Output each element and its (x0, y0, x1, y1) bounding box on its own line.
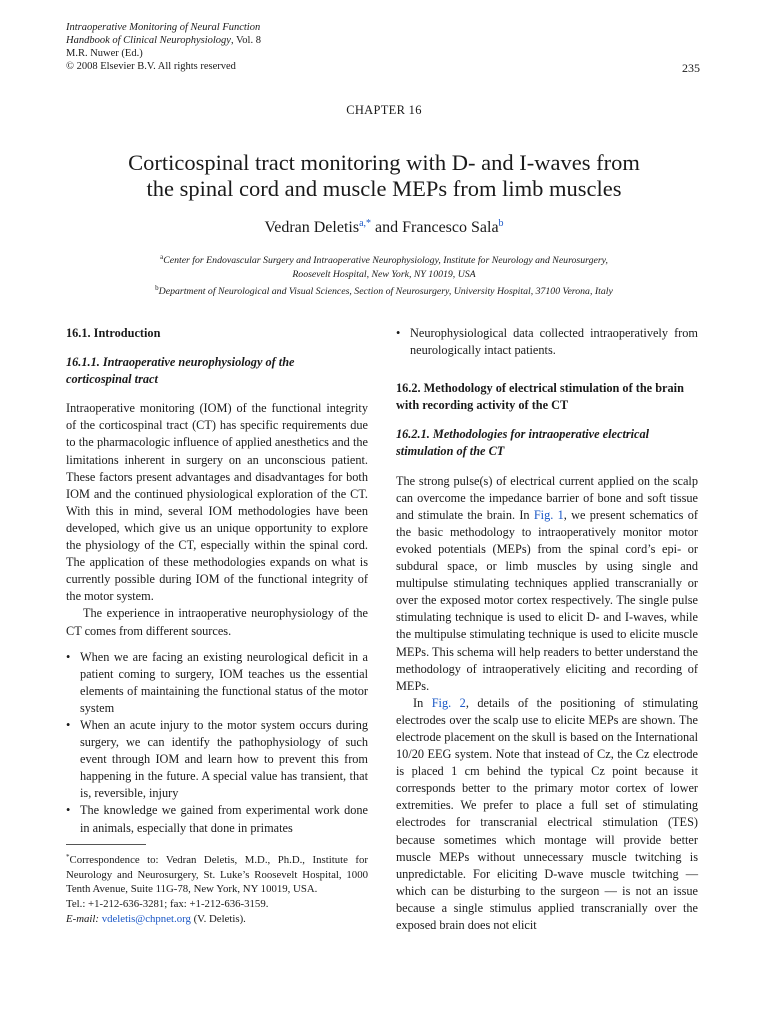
copyright-line: © 2008 Elsevier B.V. All rights reserved (66, 61, 236, 72)
right-column (396, 325, 698, 934)
author-2-affiliation-link[interactable]: b (498, 218, 504, 229)
footnote-address (66, 850, 368, 897)
handbook-title: Handbook of Clinical Neurophysiology (66, 35, 231, 46)
page-number: 235 (682, 61, 700, 75)
paragraph-methods-2: In Fig. 2, details of the positioning of stimulating electrodes over the scalp use to elicite MEPs are shown. The electrode placement on the skull is based on the International 10/20 EEG system. Note that instead of Cz, the Cz electrode is placed 1 cm behind the typical Cz point because it corresponds better to the primary motor cortex of lower extremities. We prefer to place a full set of stimulating electrodes for transcranial electrical stimulation (TES) because sometimes which montage will provide better muscle MEPs without unnecessary muscle twitching is unpredictable. For eliciting D-wave muscle twitching — which can be disturbing to the surgeon — is not an issue because a single stimulus applied transcranially over the exposed brain does not elicit (396, 695, 699, 932)
chapter-label: CHAPTER 16 (346, 103, 422, 117)
list-item: • When we are facing an existing neurological deficit in a patient coming to surgery, IOM teaches us the essential elements of maintaining the functional status of the motor system (66, 649, 368, 717)
left-column (66, 325, 368, 837)
paragraph-intro-1: Intraoperative monitoring (IOM) of the functional integrity of the corticospinal tract (CT) has specific requirements due to the pharmacologic influence of applied anesthetics and the limitations inherent in surgery on an unconscious patient. These factors present advantages and disadvantages for both IOM and the continued physiological exploration of the CT. With this in mind, several IOM methodologies have been developed, which give us an unique opportunity to explore the physiology of the CT, especially within the spinal cord. The application of these methodologies expands on what is currently possible during IOM of the functional integrity of the motor system. (66, 401, 368, 604)
subsection-heading-line-2: corticospinal tract (66, 372, 158, 387)
bullet-list-continued (396, 325, 698, 359)
footnote-mark: * (66, 853, 70, 861)
chapter-title (40, 150, 728, 202)
affiliation-b (40, 281, 728, 299)
affiliation-b-line-1: Department of Neurological and Visual Sciences, Section of Neurosurgery, University Hospital, 37100 Verona, Italy (158, 286, 613, 297)
affiliation-a-line-1: Center for Endovascular Surgery and Intraoperative Neurophysiology, Institute for Neurology and Neurosurgery, (163, 255, 608, 266)
title-line-1: Corticospinal tract monitoring with D- and I-waves from (128, 150, 640, 175)
list-item: • Neurophysiological data collected intraoperatively from neurologically intact patients. (396, 325, 698, 359)
running-header (66, 21, 261, 73)
title-line-2: the spinal cord and muscle MEPs from limb muscles (146, 176, 622, 201)
subsection-heading-line-1: 16.1.1. Intraoperative neurophysiology of the (66, 355, 295, 370)
book-series-title: Intraoperative Monitoring of Neural Function (66, 22, 261, 33)
author-1: Vedran Deletis (264, 219, 360, 236)
list-item: • The knowledge we gained from experimental work done in animals, especially that done in primates (66, 802, 368, 836)
author-line (0, 218, 768, 237)
editor-line: M.R. Nuwer (Ed.) (66, 48, 143, 59)
author-2: Francesco Sala (402, 219, 499, 236)
volume-label: , Vol. 8 (230, 35, 261, 46)
footnote-rule (66, 844, 146, 845)
affiliation-b-mark: b (155, 284, 159, 292)
paragraph-intro-2: The experience in intraoperative neurophysiology of the CT comes from different sources. (66, 606, 368, 638)
subsection-heading-stimulation-methods: 16.2.1. Methodologies for intraoperative electrical stimulation of the CT (396, 427, 650, 459)
fig-1-link[interactable]: Fig. 1 (533, 507, 564, 522)
correspondence-footnote (66, 850, 368, 927)
handbook-line (66, 34, 261, 47)
footnote-phone: Tel.: +1-212-636-3281; fax: +1-212-636-3159. (66, 898, 269, 911)
affiliation-a (40, 250, 728, 282)
section-heading-introduction: 16.1. Introduction (66, 326, 161, 340)
subsection-heading-ct-neurophysiology (66, 354, 368, 388)
bullet-list-sources (66, 649, 368, 837)
footnote-email-line (66, 912, 368, 927)
paragraph-methods-1: The strong pulse(s) of electrical current applied on the scalp can overcome the impedance barrier of bone and soft tissue and stimulate the brain. In Fig. 1, we present schematics of the basic methodology to intraoperatively monitor motor evoked potentials (MEPs) from the spinal cord’s epi- or subdural space, or limb muscles by using single and multipulse stimulating techniques applied transcranially or over the exposed motor cortex respectively. The single pulse stimulating technique is used to elicit D- and I-waves, while the multipulse stimulating technique is used to elicite muscle MEPs. This schema will help readers to better understand the methodology of intraoperatively eliciting and recording of MEPs. (396, 473, 698, 693)
footnote-text: Correspondence to: Vedran Deletis, M.D., Ph.D., Institute for Neurology and Neurosurgery, St. Luke’s Roosevelt Hospital, 1000 Tenth Avenue, Suite 11G-78, New York, NY 10019, USA. (66, 854, 368, 896)
author-1-affiliation-link[interactable]: a,* (359, 218, 372, 229)
section-heading-methodology: 16.2. Methodology of electrical stimulation of the brain with recording activity of the CT (396, 381, 684, 413)
author-conjunction: and (371, 219, 403, 236)
fig-2-link[interactable]: Fig. 2 (431, 695, 466, 710)
list-item: • When an acute injury to the motor system occurs during surgery, we can identify the pathophysiology of such event through IOM and learn how to prevent this from happening in the future. A special value has transient, that is, reversible, injury (66, 717, 368, 802)
affiliation-a-line-2: Roosevelt Hospital, New York, NY 10019, USA (292, 269, 476, 280)
email-label: E-mail: (66, 912, 99, 925)
affiliation-a-mark: a (160, 253, 164, 261)
email-suffix: (V. Deletis). (190, 912, 246, 925)
email-link[interactable]: vdeletis@chpnet.org (101, 912, 191, 925)
